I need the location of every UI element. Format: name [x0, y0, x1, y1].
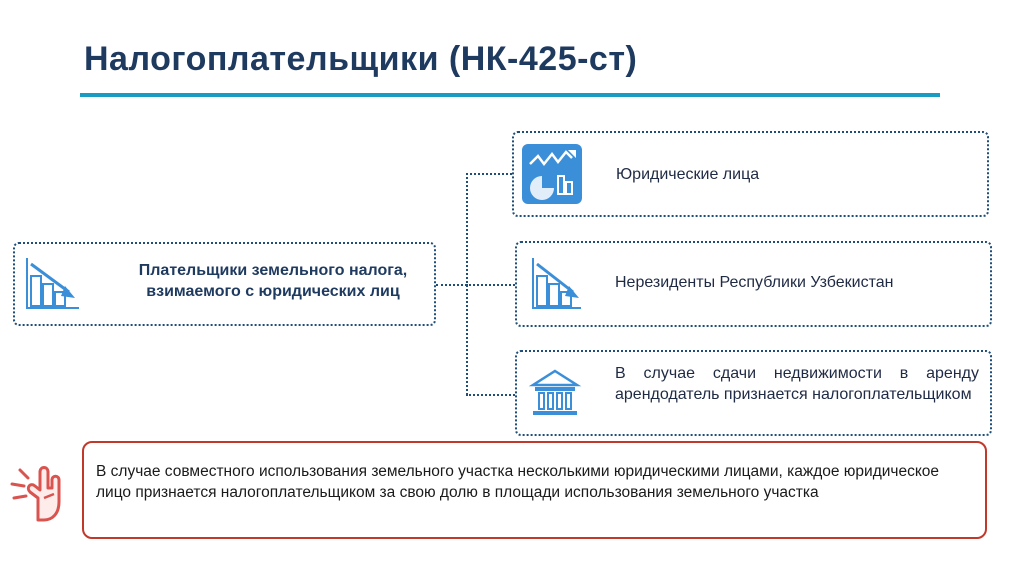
branch-nonresidents	[515, 241, 992, 327]
slide-title: Налогоплательщики (НК-425-ст)	[84, 40, 638, 78]
branch-2-label: Нерезиденты Республики Узбекистан	[615, 274, 894, 291]
chart-growth-icon	[522, 144, 582, 204]
connector-branch-2	[466, 284, 515, 286]
main-node	[13, 242, 436, 326]
bar-chart-down-icon	[525, 254, 585, 314]
raised-hand-icon	[8, 458, 78, 528]
connector-branch-3	[466, 394, 515, 396]
branch-3-label: В случае сдачи недвижимости в аренду арендодатель признается налогоплательщиком	[615, 365, 979, 403]
note-box	[82, 441, 987, 539]
branch-legal-entities	[512, 131, 989, 217]
main-node-label: Плательщики земельного налога, взимаемого с юридических лиц	[138, 262, 408, 300]
bar-chart-down-icon	[21, 254, 81, 314]
connector-main	[436, 284, 467, 286]
bank-building-icon	[525, 363, 585, 423]
branch-lessor	[515, 350, 992, 436]
note-text: В случае совместного использования земельного участка несколькими юридическими лицами, каждое юридическое лицо признается налогоплательщиком за свою долю в площади использования земельного участка	[96, 463, 940, 501]
connector-branch-1	[466, 173, 512, 175]
branch-1-label: Юридические лица	[616, 166, 760, 183]
title-underline	[80, 93, 940, 97]
